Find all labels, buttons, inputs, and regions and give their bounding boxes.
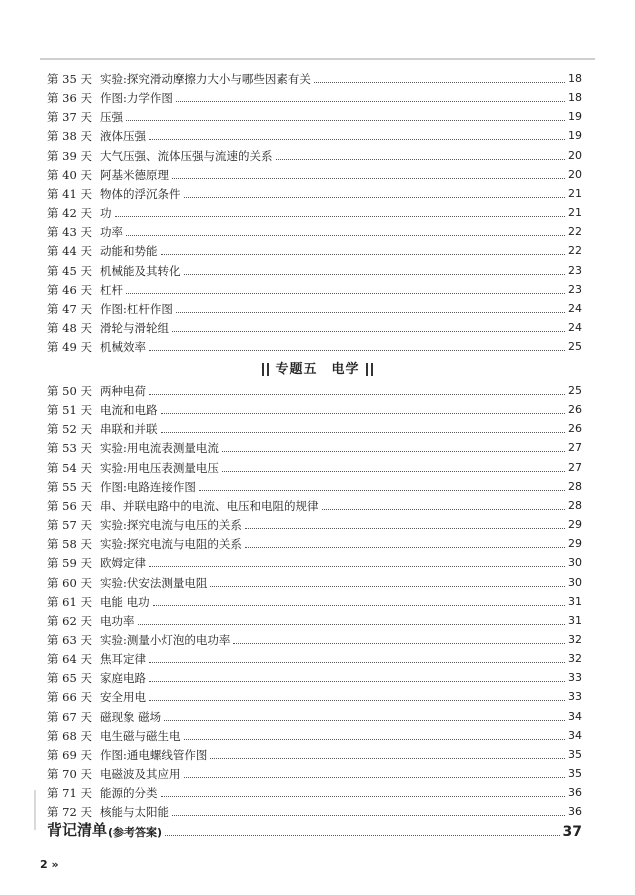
entry-day: 第 48 天: [47, 320, 92, 335]
entry-title: 大气压强、流体压强与流速的关系: [100, 148, 273, 163]
entry-day: 第 38 天: [47, 129, 92, 144]
entry-page: 34: [568, 709, 582, 723]
toc-entry[interactable]: [47, 87, 582, 105]
entry-day: 第 53 天: [47, 441, 92, 456]
leader-dots: [176, 312, 565, 313]
toc-entry[interactable]: [47, 648, 582, 666]
entry-page: 23: [568, 282, 582, 296]
leader-dots: [276, 159, 566, 160]
entry-page: 21: [568, 186, 582, 200]
leader-dots: [233, 643, 565, 644]
entry-day: 第 47 天: [47, 301, 92, 316]
entry-day: 第 68 天: [47, 728, 92, 743]
entry-title: 电磁波及其应用: [100, 767, 181, 781]
entry-title: 作图:杠杆作图: [100, 301, 173, 316]
entry-day: 第 71 天: [47, 786, 92, 801]
top-rule: [40, 58, 595, 60]
toc-entry[interactable]: [47, 667, 582, 685]
entry-day: 第 63 天: [47, 632, 92, 647]
entry-page: 24: [568, 301, 582, 315]
leader-dots: [126, 120, 565, 121]
entry-title: 家庭电路: [100, 671, 146, 686]
entry-page: 34: [568, 728, 582, 742]
toc-entry[interactable]: [47, 763, 582, 781]
page-arrow: »: [51, 858, 59, 871]
entry-day: 第 57 天: [47, 518, 92, 533]
leader-dots: [210, 586, 565, 587]
leader-dots: [184, 197, 566, 198]
leader-dots: [115, 216, 566, 217]
toc-entry[interactable]: [47, 533, 582, 551]
toc-entry[interactable]: [47, 610, 582, 628]
entry-day: 第 69 天: [47, 747, 92, 762]
toc-entry[interactable]: [47, 202, 582, 220]
entry-title: 实验:测量小灯泡的电功率: [100, 632, 231, 647]
entry-page: 24: [568, 320, 582, 334]
summary-note: (参考答案): [108, 826, 163, 839]
entry-title: 电流和电路: [100, 403, 158, 418]
entry-day: 第 42 天: [47, 206, 92, 221]
summary-page: 37: [562, 824, 582, 840]
page-number: 2: [40, 858, 48, 871]
entry-title: 杠杆: [100, 282, 123, 297]
leader-dots: [161, 413, 566, 414]
entry-day: 第 45 天: [47, 263, 92, 278]
scan-margin-mark: [34, 790, 36, 830]
leader-dots: [222, 471, 565, 472]
leader-dots: [184, 739, 566, 740]
leader-dots: [184, 274, 566, 275]
entry-day: 第 51 天: [47, 403, 92, 418]
page-footer: [40, 858, 59, 871]
entry-day: 第 72 天: [47, 805, 92, 820]
section-bar-left: [262, 363, 269, 376]
toc-entry[interactable]: [47, 801, 582, 819]
entry-page: 25: [568, 340, 582, 354]
entry-day: 第 36 天: [47, 91, 92, 106]
toc-entry[interactable]: [47, 336, 582, 354]
toc-entry[interactable]: [47, 298, 582, 316]
entry-page: 32: [568, 632, 582, 646]
leader-dots: [149, 700, 565, 701]
entry-title: 作图:电路连接作图: [100, 479, 196, 494]
entry-page: 36: [568, 786, 582, 800]
entry-day: 第 61 天: [47, 594, 92, 609]
leader-dots: [199, 490, 565, 491]
entry-title: 实验:用电流表测量电流: [100, 441, 219, 456]
entry-title: 磁现象 磁场: [100, 709, 162, 724]
toc-entry[interactable]: [47, 495, 582, 513]
entry-day: 第 43 天: [47, 225, 92, 240]
entry-title: 动能和势能: [100, 244, 158, 259]
entry-page: 22: [568, 244, 582, 258]
section-subject: 电学: [331, 362, 360, 377]
entry-title: 串、并联电路中的电流、电压和电阻的规律: [100, 498, 319, 513]
entry-page: 25: [568, 384, 582, 397]
leader-dots: [314, 82, 565, 83]
toc-entry[interactable]: [47, 629, 582, 647]
section-title: 专题五: [275, 362, 318, 377]
summary-row[interactable]: [47, 818, 582, 840]
entry-day: 第 46 天: [47, 282, 92, 297]
toc-entry[interactable]: [47, 782, 582, 800]
entry-page: 20: [568, 167, 582, 181]
toc-entry[interactable]: [47, 164, 582, 182]
leader-dots: [126, 235, 565, 236]
toc-entry[interactable]: [47, 279, 582, 297]
entry-page: 18: [568, 91, 582, 105]
leader-dots: [149, 394, 565, 395]
entry-day: 第 62 天: [47, 613, 92, 628]
entry-title: 能源的分类: [100, 786, 158, 801]
toc-entry[interactable]: [47, 380, 582, 398]
entry-page: 22: [568, 225, 582, 239]
entry-page: 29: [568, 518, 582, 532]
entry-day: 第 67 天: [47, 709, 92, 724]
leader-dots: [176, 101, 565, 102]
leader-dots: [149, 662, 565, 663]
leader-dots: [184, 777, 566, 778]
entry-day: 第 49 天: [47, 340, 92, 355]
entry-day: 第 37 天: [47, 110, 92, 125]
entry-day: 第 56 天: [47, 498, 92, 513]
entry-title: 物体的浮沉条件: [100, 186, 181, 201]
entry-page: 33: [568, 671, 582, 685]
entry-title: 滑轮与滑轮组: [100, 320, 169, 335]
entry-page: 27: [568, 460, 582, 474]
entry-day: 第 59 天: [47, 556, 92, 571]
entry-page: 35: [568, 767, 582, 780]
leader-dots: [149, 139, 565, 140]
entry-title: 实验:伏安法测量电阻: [100, 575, 208, 590]
entry-page: 26: [568, 422, 582, 436]
entry-day: 第 35 天: [47, 72, 92, 86]
entry-day: 第 70 天: [47, 767, 92, 781]
leader-dots: [149, 681, 565, 682]
entry-page: 35: [568, 747, 582, 761]
leader-dots: [138, 624, 566, 625]
section-bar-right: [366, 363, 373, 376]
entry-page: 30: [568, 575, 582, 589]
entry-title: 机械能及其转化: [100, 263, 181, 278]
entry-day: 第 50 天: [47, 384, 92, 398]
toc-entry[interactable]: [47, 514, 582, 532]
entry-title: 功: [100, 206, 112, 221]
entry-day: 第 58 天: [47, 537, 92, 552]
leader-dots: [245, 528, 565, 529]
leader-dots: [126, 293, 565, 294]
entry-title: 阿基米德原理: [100, 167, 169, 182]
toc-entry[interactable]: [47, 476, 582, 494]
leader-dots: [164, 720, 565, 721]
toc-entry[interactable]: [47, 260, 582, 278]
toc-entry[interactable]: [47, 591, 582, 609]
entry-day: 第 64 天: [47, 652, 92, 667]
entry-page: 20: [568, 148, 582, 162]
entry-page: 19: [568, 110, 582, 124]
toc-entry[interactable]: [47, 240, 582, 258]
leader-dots: [161, 254, 566, 255]
entry-title: 欧姆定律: [100, 556, 146, 571]
toc-entry[interactable]: [47, 68, 582, 86]
entry-day: 第 65 天: [47, 671, 92, 686]
entry-day: 第 55 天: [47, 479, 92, 494]
toc-entry[interactable]: [47, 106, 582, 124]
entry-title: 焦耳定律: [100, 652, 146, 667]
entry-title: 作图:力学作图: [100, 91, 173, 106]
leader-dots: [149, 566, 565, 567]
entry-page: 28: [568, 479, 582, 493]
entry-title: 电能 电功: [100, 594, 150, 609]
toc-entry[interactable]: [47, 183, 582, 201]
entry-title: 核能与太阳能: [100, 805, 169, 820]
entry-day: 第 54 天: [47, 460, 92, 475]
toc-entry[interactable]: [47, 552, 582, 570]
toc-entry[interactable]: [47, 145, 582, 163]
leader-dots: [172, 815, 565, 816]
leader-dots: [210, 758, 565, 759]
entry-day: 第 44 天: [47, 244, 92, 259]
entry-title: 功率: [100, 225, 123, 240]
entry-title: 压强: [100, 110, 123, 125]
toc-entry[interactable]: [47, 125, 582, 143]
leader-dots: [322, 509, 566, 510]
leader-dots: [172, 178, 565, 179]
entry-page: 30: [568, 556, 582, 570]
entry-page: 31: [568, 594, 582, 608]
leader-dots: [161, 432, 566, 433]
toc-entry[interactable]: [47, 457, 582, 475]
leader-dots: [222, 451, 565, 452]
entry-page: 27: [568, 441, 582, 455]
entry-page: 29: [568, 537, 582, 551]
leader-dots: [245, 547, 565, 548]
entry-title: 液体压强: [100, 129, 146, 144]
entry-day: 第 41 天: [47, 186, 92, 201]
entry-title: 机械效率: [100, 340, 146, 355]
leader-dots: [165, 835, 559, 836]
entry-day: 第 40 天: [47, 167, 92, 182]
entry-day: 第 39 天: [47, 148, 92, 163]
entry-title: 实验:探究电流与电阻的关系: [100, 537, 242, 552]
entry-title: 实验:探究电流与电压的关系: [100, 518, 242, 533]
leader-dots: [172, 331, 565, 332]
entry-day: 第 66 天: [47, 690, 92, 705]
leader-dots: [149, 350, 565, 351]
section-heading: [0, 358, 635, 377]
entry-title: 实验:用电压表测量电压: [100, 460, 219, 475]
toc-entry[interactable]: [47, 437, 582, 455]
entry-title: 安全用电: [100, 690, 146, 705]
entry-page: 19: [568, 129, 582, 143]
toc-entry[interactable]: [47, 686, 582, 704]
leader-dots: [153, 605, 565, 606]
toc-entry[interactable]: [47, 317, 582, 335]
entry-page: 28: [568, 498, 582, 512]
entry-page: 31: [568, 613, 582, 627]
entry-page: 23: [568, 263, 582, 277]
entry-title: 电生磁与磁生电: [100, 728, 181, 743]
toc-entry[interactable]: [47, 221, 582, 239]
entry-page: 33: [568, 690, 582, 704]
entry-title: 串联和并联: [100, 422, 158, 437]
entry-page: 26: [568, 403, 582, 417]
toc-entry[interactable]: [47, 725, 582, 743]
entry-page: 18: [568, 72, 582, 85]
toc-entry[interactable]: [47, 572, 582, 590]
entry-title: 两种电荷: [100, 384, 146, 398]
entry-page: 21: [568, 206, 582, 220]
toc-entry[interactable]: [47, 706, 582, 724]
entry-page: 32: [568, 652, 582, 666]
entry-day: 第 60 天: [47, 575, 92, 590]
entry-page: 36: [568, 805, 582, 819]
toc-entry[interactable]: [47, 399, 582, 417]
entry-day: 第 52 天: [47, 422, 92, 437]
toc-entry[interactable]: [47, 418, 582, 436]
summary-title: 背记清单: [47, 821, 108, 839]
entry-title: 作图:通电螺线管作图: [100, 747, 208, 762]
entry-title: 电功率: [100, 613, 135, 628]
entry-title: 实验:探究滑动摩擦力大小与哪些因素有关: [100, 72, 311, 86]
leader-dots: [161, 796, 566, 797]
toc-entry[interactable]: [47, 744, 582, 762]
